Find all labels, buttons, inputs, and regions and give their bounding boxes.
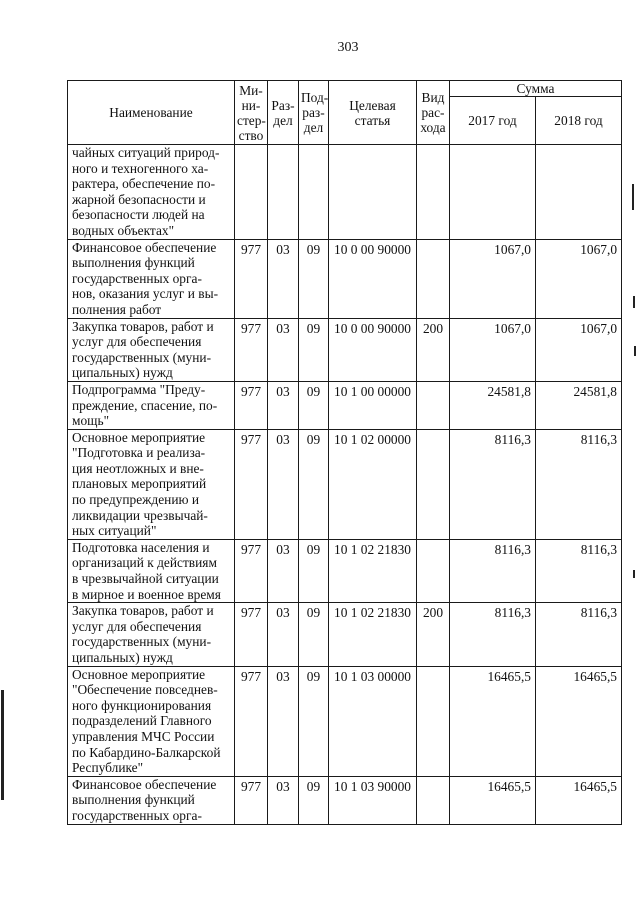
sum-2017-cell (450, 145, 536, 240)
target-cell: 10 1 02 21830 (329, 539, 417, 602)
header-name: Наименование (68, 81, 235, 145)
subsection-cell: 09 (299, 429, 329, 539)
sum-2017-cell: 24581,8 (450, 381, 536, 429)
header-row-top (68, 81, 622, 97)
name-cell: Финансовое обеспечение выполнения функций государственных орга- нов, оказания услуг и вы- полнения работ (68, 239, 235, 318)
sum-2018-cell (536, 145, 622, 240)
table-body (68, 145, 622, 825)
section-cell: 03 (268, 603, 299, 666)
header-year-2017: 2017 год (450, 97, 536, 145)
ministry-cell: 977 (235, 603, 268, 666)
target-cell: 10 1 00 00000 (329, 381, 417, 429)
section-cell: 03 (268, 776, 299, 824)
sum-2018-cell: 8116,3 (536, 429, 622, 539)
sum-2017-cell: 8116,3 (450, 603, 536, 666)
sum-2017-cell: 8116,3 (450, 539, 536, 602)
expense-type-cell (417, 776, 450, 824)
name-cell: Подготовка населения и организаций к действиям в чрезвычайной ситуации в мирное и военное время (68, 539, 235, 602)
sum-2018-cell: 24581,8 (536, 381, 622, 429)
name-cell: Подпрограмма "Преду- преждение, спасение, по- мощь" (68, 381, 235, 429)
expense-type-cell (417, 666, 450, 776)
ministry-cell: 977 (235, 776, 268, 824)
ministry-cell: 977 (235, 429, 268, 539)
expense-type-cell: 200 (417, 318, 450, 381)
expense-type-cell (417, 381, 450, 429)
sum-2018-cell: 8116,3 (536, 603, 622, 666)
scan-mark-right-1 (632, 184, 634, 210)
target-cell: 10 1 02 00000 (329, 429, 417, 539)
name-cell: Закупка товаров, работ и услуг для обеспечения государственных (муни- ципальных) нужд (68, 318, 235, 381)
header-sum: Сумма (450, 81, 622, 97)
subsection-cell (299, 145, 329, 240)
table-row (68, 145, 622, 240)
section-cell: 03 (268, 539, 299, 602)
table-row (68, 429, 622, 539)
subsection-cell: 09 (299, 776, 329, 824)
section-cell: 03 (268, 429, 299, 539)
table-row (68, 318, 622, 381)
ministry-cell: 977 (235, 539, 268, 602)
section-cell: 03 (268, 666, 299, 776)
target-cell: 10 1 02 21830 (329, 603, 417, 666)
sum-2017-cell: 16465,5 (450, 776, 536, 824)
header-target: Целевая статья (329, 81, 417, 145)
scan-mark-right-3 (634, 346, 636, 356)
target-cell (329, 145, 417, 240)
subsection-cell: 09 (299, 381, 329, 429)
header-year-2018: 2018 год (536, 97, 622, 145)
table-row (68, 603, 622, 666)
table-row (68, 539, 622, 602)
ministry-cell: 977 (235, 239, 268, 318)
expense-type-cell: 200 (417, 603, 450, 666)
scan-mark-left (1, 690, 4, 800)
name-cell: Основное мероприятие "Обеспечение повседнев- ного функционирования подразделений Главного управления МЧС России по Кабардино-Балкарской Республике" (68, 666, 235, 776)
section-cell: 03 (268, 239, 299, 318)
sum-2018-cell: 16465,5 (536, 666, 622, 776)
name-cell: Основное мероприятие "Подготовка и реализа- ция неотложных и вне- плановых мероприятий по предупреждению и ликвидации чрезвычай- ных ситуаций" (68, 429, 235, 539)
section-cell: 03 (268, 318, 299, 381)
table-row (68, 776, 622, 824)
name-cell: чайных ситуаций природ- ного и техногенного ха- рактера, обеспечение по- жарной безопасности и безопасности людей на водных объектах" (68, 145, 235, 240)
budget-table (67, 80, 622, 825)
header-expense-type: Вид рас- хода (417, 81, 450, 145)
target-cell: 10 1 03 00000 (329, 666, 417, 776)
subsection-cell: 09 (299, 666, 329, 776)
subsection-cell: 09 (299, 539, 329, 602)
subsection-cell: 09 (299, 603, 329, 666)
ministry-cell: 977 (235, 666, 268, 776)
name-cell: Закупка товаров, работ и услуг для обеспечения государственных (муни- ципальных) нужд (68, 603, 235, 666)
sum-2018-cell: 16465,5 (536, 776, 622, 824)
subsection-cell: 09 (299, 318, 329, 381)
target-cell: 10 1 03 90000 (329, 776, 417, 824)
expense-type-cell (417, 429, 450, 539)
expense-type-cell (417, 539, 450, 602)
table-row (68, 666, 622, 776)
sum-2018-cell: 1067,0 (536, 239, 622, 318)
ministry-cell: 977 (235, 381, 268, 429)
scan-mark-right-4 (633, 570, 635, 578)
ministry-cell: 977 (235, 318, 268, 381)
sum-2018-cell: 1067,0 (536, 318, 622, 381)
header-subsection: Под- раз- дел (299, 81, 329, 145)
section-cell: 03 (268, 381, 299, 429)
sum-2017-cell: 1067,0 (450, 239, 536, 318)
scan-mark-right-2 (633, 296, 635, 308)
sum-2018-cell: 8116,3 (536, 539, 622, 602)
target-cell: 10 0 00 90000 (329, 239, 417, 318)
sum-2017-cell: 1067,0 (450, 318, 536, 381)
header-section: Раз- дел (268, 81, 299, 145)
expense-type-cell (417, 145, 450, 240)
expense-type-cell (417, 239, 450, 318)
section-cell (268, 145, 299, 240)
ministry-cell (235, 145, 268, 240)
table-row (68, 381, 622, 429)
table-row (68, 239, 622, 318)
sum-2017-cell: 16465,5 (450, 666, 536, 776)
sum-2017-cell: 8116,3 (450, 429, 536, 539)
subsection-cell: 09 (299, 239, 329, 318)
page-number: 303 (337, 40, 359, 55)
header-ministry: Ми- ни- стер- ство (235, 81, 268, 145)
target-cell: 10 0 00 90000 (329, 318, 417, 381)
name-cell: Финансовое обеспечение выполнения функций государственных орга- (68, 776, 235, 824)
